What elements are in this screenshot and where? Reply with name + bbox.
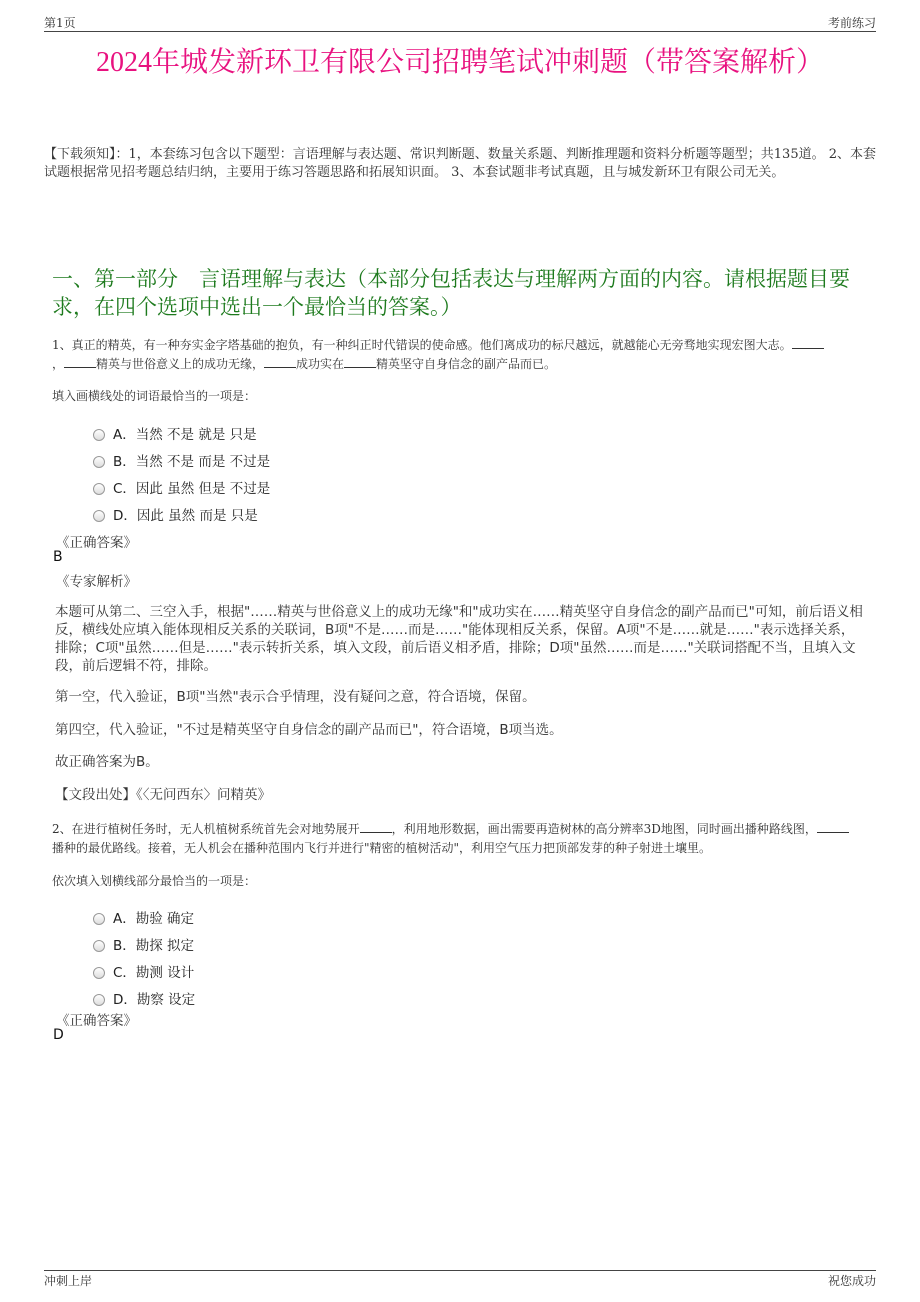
blank [344, 367, 376, 368]
blank [264, 367, 296, 368]
question-1-stem [52, 336, 832, 374]
radio-icon[interactable] [93, 940, 105, 952]
option-c[interactable] [93, 961, 194, 981]
stem-text: ， [52, 357, 65, 371]
option-label: A．当然 不是 就是 只是 [113, 427, 257, 443]
option-c[interactable] [93, 477, 270, 497]
option-d[interactable] [93, 504, 258, 524]
radio-icon[interactable] [93, 429, 105, 441]
answer-label: 《正确答案》 [56, 1013, 137, 1029]
radio-icon[interactable] [93, 456, 105, 468]
option-label: C．因此 虽然 但是 不过是 [113, 481, 271, 497]
stem-text: 精英与世俗意义上的成功无缘， [96, 357, 265, 371]
radio-icon[interactable] [93, 913, 105, 925]
stem-text: 精英坚守自身信念的副产品而已。 [376, 357, 557, 371]
analysis-paragraph: 第四空，代入验证，"不过是精英坚守自身信念的副产品而已"，符合语境，B项当选。 [55, 722, 563, 738]
answer-label: 《正确答案》 [56, 535, 137, 551]
blank [792, 348, 824, 349]
analysis-paragraph: 故正确答案为B。 [55, 754, 159, 770]
source-note: 【文段出处】《〈无问西东〉问精英》 [55, 787, 271, 803]
option-d[interactable] [93, 988, 195, 1008]
footer-right: 祝您成功 [827, 1274, 876, 1288]
page-title: 2024年城发新环卫有限公司招聘笔试冲刺题（带答案解析） [95, 47, 824, 78]
blank [64, 367, 96, 368]
option-label: B．当然 不是 而是 不过是 [113, 454, 271, 470]
option-label: B．勘探 拟定 [113, 938, 195, 954]
stem-text: ，利用地形数据，画出需要再造树林的高分辨率3D地图，同时画出播种路线图， [391, 822, 817, 836]
question-2-stem [52, 820, 852, 858]
answer-value: B [53, 549, 63, 565]
stem-text: 成功实在 [296, 357, 345, 371]
stem-text: 2、在进行植树任务时，无人机植树系统首先会对地势展开 [52, 822, 360, 836]
footer-divider [44, 1270, 876, 1271]
radio-icon[interactable] [93, 510, 105, 522]
answer-value: D [53, 1027, 64, 1043]
page-number: 第1页 [44, 16, 76, 30]
stem-text: 播种的最优路线。接着，无人机会在播种范围内飞行并进行"精密的植树活动"，利用空气压力把顶部发芽的种子射进土壤里。 [52, 841, 712, 855]
footer-left: 冲刺上岸 [44, 1274, 93, 1288]
option-b[interactable] [93, 450, 270, 470]
option-a[interactable] [93, 423, 257, 443]
analysis-paragraph: 本题可从第二、三空入手，根据"……精英与世俗意义上的成功无缘"和"成功实在……精英坚守自身信念的副产品而已"可知，前后语义相反，横线处应填入能体现相反关系的关联词，B项"不是……而是……"能体现相反关系，保留。A项"不是……就是……"表示选择关系，排除；C项"虽然……但是……"表示转折关系，填入文段，前后语义相矛盾，排除；D项"虽然……而是……"关联词搭配不当，且填入文段，前后逻辑不符，排除。 [55, 604, 863, 674]
question-1-prompt: 填入画横线处的词语最恰当的一项是： [52, 389, 257, 403]
analysis-paragraph: 第一空，代入验证，B项"当然"表示合乎情理，没有疑问之意，符合语境，保留。 [55, 689, 536, 705]
blank [360, 832, 392, 833]
option-b[interactable] [93, 934, 194, 954]
radio-icon[interactable] [93, 483, 105, 495]
radio-icon[interactable] [93, 967, 105, 979]
download-notice: 【下载须知】：1，本套练习包含以下题型：言语理解与表达题、常识判断题、数量关系题、判断推理题和资料分析题等题型；共135道。 2、本套试题根据常见招考题总结归纳，主要用于练习答题思路和拓展知识面。 3、本套试题非考试真题，且与城发新环卫有限公司无关。 [44, 147, 876, 180]
question-2-prompt: 依次填入划横线部分最恰当的一项是： [52, 874, 257, 888]
option-label: C．勘测 设计 [113, 965, 195, 981]
radio-icon[interactable] [93, 994, 105, 1006]
header-divider [44, 31, 876, 32]
stem-text: 1、真正的精英，有一种夯实金字塔基础的抱负，有一种纠正时代错误的使命感。他们离成功的标尺越远，就越能心无旁骛地实现宏图大志。 [52, 338, 792, 352]
option-label: D．因此 虽然 而是 只是 [113, 508, 258, 524]
section-heading: 一、第一部分 言语理解与表达（本部分包括表达与理解两方面的内容。请根据题目要求，在四个选项中选出一个最恰当的答案。） [52, 267, 850, 319]
option-a[interactable] [93, 907, 194, 927]
header-label: 考前练习 [827, 16, 876, 30]
analysis-label: 《专家解析》 [56, 574, 137, 590]
blank [817, 832, 849, 833]
option-label: A．勘验 确定 [113, 911, 195, 927]
option-label: D．勘察 设定 [113, 992, 196, 1008]
